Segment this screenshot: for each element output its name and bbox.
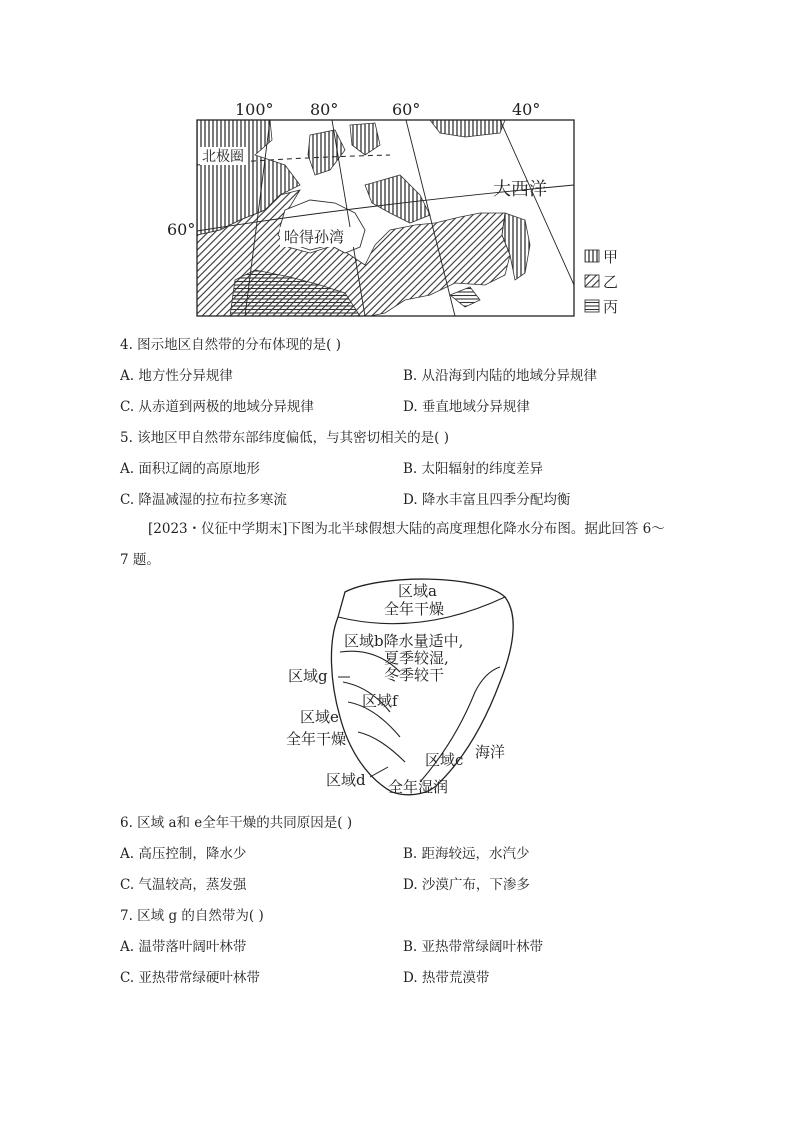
intro-line-1: [2023・仪征中学期末]下图为北半球假想大陆的高度理想化降水分布图。据此回答 6～	[148, 521, 665, 537]
region-b-desc-2: 冬季较干	[384, 666, 445, 684]
legend-yi: 乙	[603, 273, 619, 291]
region-a-label: 区域a	[398, 582, 437, 600]
q5-option-b[interactable]: B. 太阳辐射的纬度差异	[403, 461, 544, 477]
q7-option-b[interactable]: B. 亚热带常绿阔叶林带	[403, 939, 544, 955]
q6-option-b[interactable]: B. 距海较远，水汽少	[403, 846, 530, 862]
region-d-desc: 全年湿润	[388, 778, 449, 796]
ocean-label: 海洋	[475, 743, 506, 761]
arctic-circle-label: 北极圈	[202, 149, 244, 165]
region-f-label: 区域f	[362, 692, 398, 710]
q4-option-a[interactable]: A. 地方性分异规律	[120, 368, 233, 384]
q6-option-d[interactable]: D. 沙漠广布，下渗多	[403, 877, 530, 893]
region-e-label: 区域e	[300, 708, 339, 726]
question-7-stem: 7. 区域 g 的自然带为( )	[120, 908, 264, 924]
region-e-desc: 全年干燥	[286, 730, 347, 748]
region-c-label: 区域c	[425, 751, 464, 769]
region-a-desc: 全年干燥	[384, 600, 445, 618]
continent-diagram	[280, 572, 540, 802]
question-4-stem: 4. 图示地区自然带的分布体现的是( )	[120, 337, 341, 353]
q6-option-a[interactable]: A. 高压控制，降水少	[120, 846, 247, 862]
q6-option-c[interactable]: C. 气温较高，蒸发强	[120, 877, 247, 893]
q4-option-b[interactable]: B. 从沿海到内陆的地域分异规律	[403, 368, 598, 384]
region-b-label: 区域b降水量适中,	[344, 632, 464, 650]
q5-option-d[interactable]: D. 降水丰富且四季分配均衡	[403, 492, 571, 508]
q4-option-c[interactable]: C. 从赤道到两极的地域分异规律	[120, 399, 314, 415]
lon-100-label: 100°	[235, 100, 274, 119]
hudson-bay-label: 哈得孙湾	[284, 228, 345, 246]
map-body	[197, 120, 574, 316]
legend-jia: 甲	[603, 248, 619, 266]
question-5-stem: 5. 该地区甲自然带东部纬度偏低，与其密切相关的是( )	[120, 430, 449, 446]
region-d-label: 区域d	[326, 771, 366, 789]
lon-60-label: 60°	[392, 100, 421, 119]
q4-option-d[interactable]: D. 垂直地域分异规律	[403, 399, 530, 415]
region-g-label: 区域g	[288, 667, 328, 685]
map-legend	[585, 248, 618, 316]
lat-60-label: 60°	[167, 220, 196, 239]
intro-line-2: 7 题。	[120, 552, 160, 568]
intro-paragraph	[120, 514, 680, 576]
lon-80-label: 80°	[310, 100, 339, 119]
map-figure	[160, 95, 640, 325]
question-6-stem: 6. 区域 a和 e全年干燥的共同原因是( )	[120, 815, 353, 831]
q7-option-d[interactable]: D. 热带荒漠带	[403, 970, 490, 986]
q5-option-c[interactable]: C. 降温减湿的拉布拉多寒流	[120, 492, 287, 508]
lon-40-label: 40°	[512, 100, 541, 119]
q5-option-a[interactable]: A. 面积辽阔的高原地形	[120, 461, 260, 477]
q7-option-c[interactable]: C. 亚热带常绿硬叶林带	[120, 970, 260, 986]
q7-option-a[interactable]: A. 温带落叶阔叶林带	[120, 939, 247, 955]
region-b-desc-1: 夏季较湿,	[384, 649, 449, 667]
legend-bing: 丙	[603, 298, 619, 316]
atlantic-label: 大西洋	[493, 179, 547, 200]
